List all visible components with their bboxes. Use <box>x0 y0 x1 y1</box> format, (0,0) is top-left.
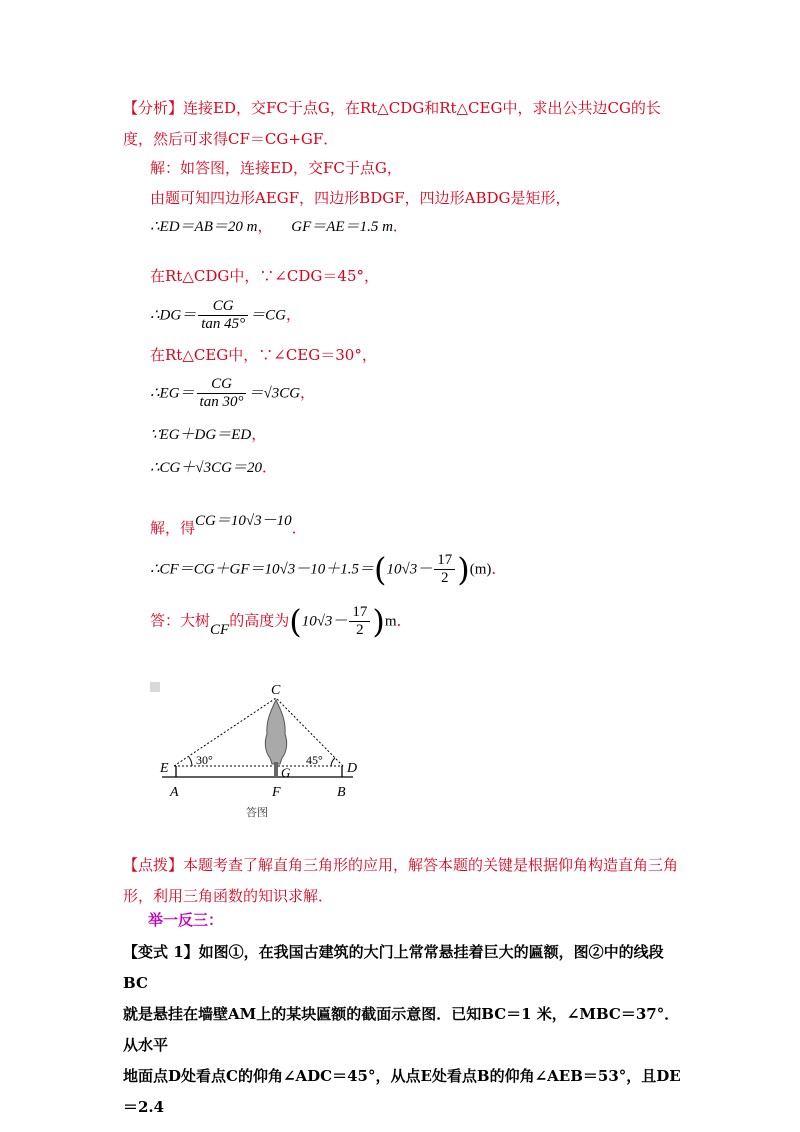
solution-line-4: 在Rt△CDG中，∵∠CDG＝45°， <box>150 267 379 285</box>
practice-line-1: 【变式 1】如图①，在我国古建筑的大门上常常悬挂着巨大的匾额，图②中的线段BC <box>123 943 664 992</box>
tip-line-1: 【点拨】本题考查了解直角三角形的应用，解答本题的关键是根据仰角构造直角三角 <box>123 856 679 874</box>
analysis-line-2: 度，然后可求得CF＝CG+GF． <box>123 130 339 148</box>
tree-icon <box>265 700 286 764</box>
practice-line-3: 地面点D处看点C的仰角∠ADC＝45°，从点E处看点B的仰角∠AEB＝53°，且DE＝2.4 <box>123 1067 681 1116</box>
analysis-line-1: 【分析】连接ED，交FC于点G，在Rt△CDG和Rt△CEG中，求出公共边CG的长 <box>123 99 661 117</box>
practice-paragraph <box>123 937 683 1123</box>
solution-line-7: ∴EG＝ $\frac{CG}{\tan 30^\circ}$ ＝√3CG， <box>150 376 316 410</box>
solution-line-9: ∴CG＋√3CG＝20． <box>150 458 277 476</box>
label-f: F <box>272 785 281 800</box>
fraction-cg-tan30: $\frac{CG}{\tan 30^\circ}$ <box>197 376 247 411</box>
practice-heading: 举一反三： <box>148 911 224 929</box>
label-d: D <box>347 761 358 776</box>
practice-line-2: 就是悬挂在墙壁AM上的某块匾额的截面示意图．已知BC＝1 米，∠MBC＝37°．从水平 <box>123 1005 680 1054</box>
solution-line-11: ∴CF＝CG＋GF＝10√3－10＋1.5＝(10√3－ $\frac{17}{2}$ )(m)． <box>150 550 507 589</box>
label-b: B <box>337 785 346 800</box>
figure-caption: 答图 <box>246 806 268 819</box>
angle-label-30: 30° <box>196 753 213 767</box>
solution-line-3: ∴ED＝AB＝20 m， GF＝AE＝1.5 m． <box>150 217 408 235</box>
answer-figure <box>148 678 368 828</box>
label-c: C <box>271 683 281 698</box>
figure-placeholder-icon <box>150 682 160 692</box>
angle-label-45: 45° <box>306 753 323 767</box>
solution-line-2: 由题可知四边形AEGF，四边形BDGF，四边形ABDG是矩形， <box>150 189 571 207</box>
label-g: G <box>281 765 291 780</box>
solution-line-8: ∵EG＋DG＝ED， <box>150 425 267 443</box>
angle-arc-45 <box>331 758 335 766</box>
label-e: E <box>160 761 169 776</box>
solution-line-6: 在Rt△CEG中，∵∠CEG＝30°， <box>150 346 377 364</box>
tree-trunk <box>274 762 278 777</box>
label-a: A <box>170 785 179 800</box>
fraction-17-2-answer: $\frac{17}{2}$ <box>349 604 370 639</box>
fraction-cg-tan45: $\frac{CG}{\tan 45^\circ}$ <box>198 298 248 333</box>
analysis-paragraph <box>123 93 683 155</box>
tip-tag: 【点拨】 <box>123 856 184 874</box>
practice-tag: 【变式 1】 <box>123 943 199 961</box>
solution-line-1: 解：如答图，连接ED，交FC于点G， <box>150 159 402 177</box>
solution-line-5: ∴DG＝ $\frac{CG}{\tan 45^\circ}$ ＝CG， <box>150 298 301 332</box>
fraction-17-2: $\frac{17}{2}$ <box>434 552 455 587</box>
solution-line-12: 答：大树CF的高度为(10√3－ $\frac{17}{2}$ )m． <box>150 602 412 641</box>
tip-paragraph <box>123 850 683 912</box>
tip-line-2: 形，利用三角函数的知识求解． <box>123 887 334 905</box>
angle-arc-30 <box>189 757 192 766</box>
sight-line-ec <box>174 698 276 766</box>
solution-line-10: 解，得CG＝10√3－10． <box>150 513 307 537</box>
analysis-tag: 【分析】 <box>123 99 184 117</box>
